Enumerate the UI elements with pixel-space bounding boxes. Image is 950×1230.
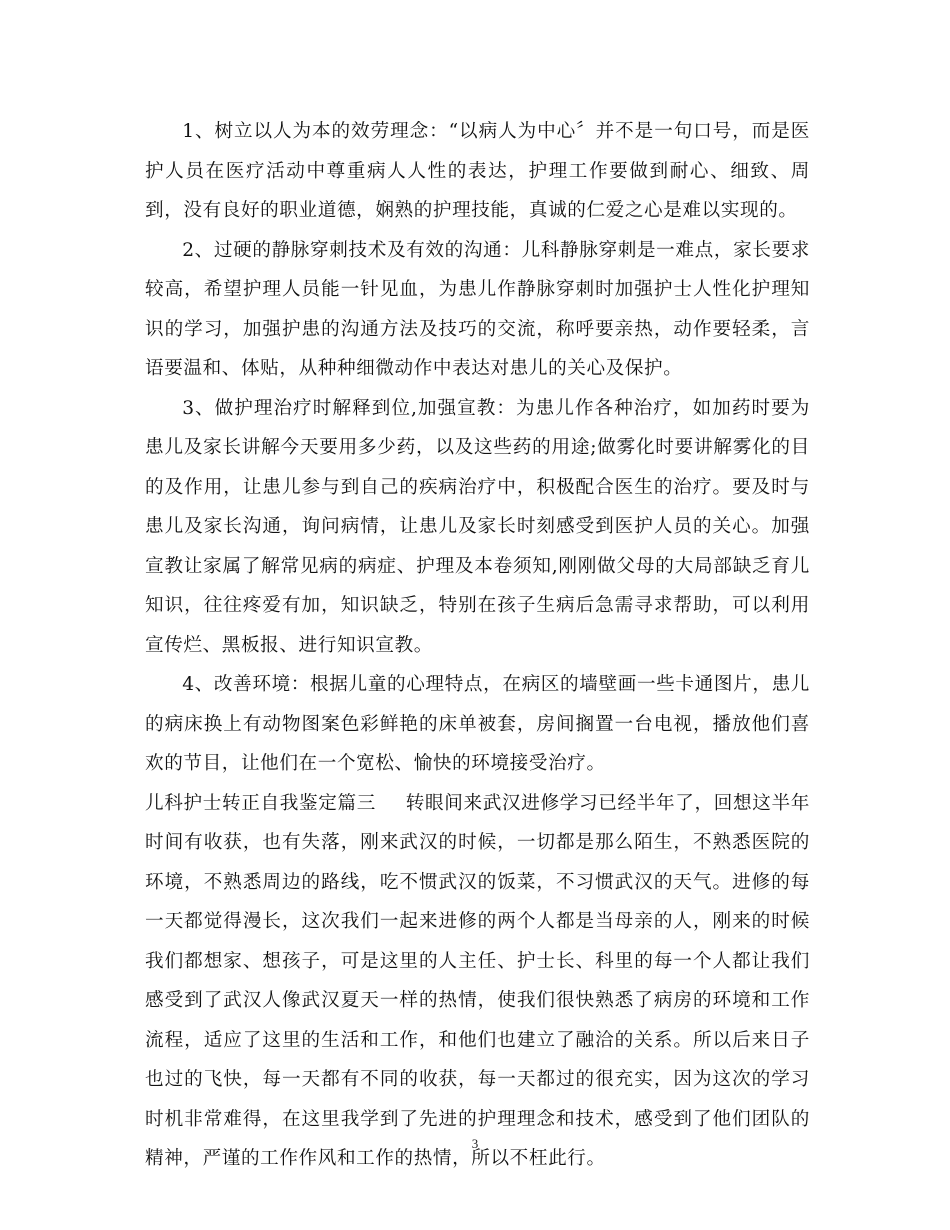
- section-title: 儿科护士转正自我鉴定篇三: [145, 792, 377, 814]
- section-body: 转眼间来武汉进修学习已经半年了，回想这半年时间有收获，也有失落，刚来武汉的时候，一切都是那么陌生，不熟悉医院的环境，不熟悉周边的路线，吃不惯武汉的饭菜，不习惯武汉的天气。进修的每一天都觉得漫长，这次我们一起来进修的两个人都是当母亲的人，刚来的时候我们都想家、想孩子，可是这里的人主任、护士长、科里的每一个人都让我们感受到了武汉人像武汉夏天一样的热情，使我们很快熟悉了病房的环境和工作流程，适应了这里的生活和工作，和他们也建立了融洽的关系。所以后来日子也过的飞快，每一天都有不同的收获，每一天都过的很充实，因为这次的学习时机非常难得，在这里我学到了先进的护理理念和技术，感受到了他们团队的精神，严谨的工作作风和工作的热情，所以不枉此行。: [145, 792, 811, 1169]
- section-paragraph: [145, 784, 810, 1179]
- paragraph-3: 3、做护理治疗时解释到位,加强宣教：为患儿作各种治疗，如加药时要为患儿及家长讲解今天要用多少药，以及这些药的用途;做雾化时要讲解雾化的目的及作用，让患儿参与到自己的疾病治疗中，积极配合医生的治疗。要及时与患儿及家长沟通，询问病情，让患儿及家长时刻感受到医护人员的关心。加强宣教让家属了解常见病的病症、护理及本卷须知,刚刚做父母的大局部缺乏育儿知识，往往疼爱有加，知识缺乏，特别在孩子生病后急需寻求帮助，可以利用宣传烂、黑板报、进行知识宣教。: [145, 397, 810, 656]
- paragraph-4: 4、改善环境：根据儿童的心理特点，在病区的墙壁画一些卡通图片，患儿的病床换上有动物图案色彩鲜艳的床单被套，房间搁置一台电视，播放他们喜欢的节目，让他们在一个宽松、愉快的环境接受治疗。: [145, 674, 810, 774]
- page-number: 3: [471, 1136, 479, 1151]
- paragraph-1: 1、树立以人为本的效劳理念：“以病人为中心〞并不是一句口号，而是医护人员在医疗活动中尊重病人人性的表达，护理工作要做到耐心、细致、周到，没有良好的职业道德，娴熟的护理技能，真诚的仁爱之心是难以实现的。: [145, 121, 810, 221]
- document-body: [145, 112, 810, 1179]
- paragraph-2: 2、过硬的静脉穿刺技术及有效的沟通：儿科静脉穿刺是一难点，家长要求较高，希望护理人员能一针见血，为患儿作静脉穿刺时加强护士人性化护理知识的学习，加强护患的沟通方法及技巧的交流，称呼要亲热，动作要轻柔，言语要温和、体贴，从种种细微动作中表达对患儿的关心及保护。: [145, 239, 810, 379]
